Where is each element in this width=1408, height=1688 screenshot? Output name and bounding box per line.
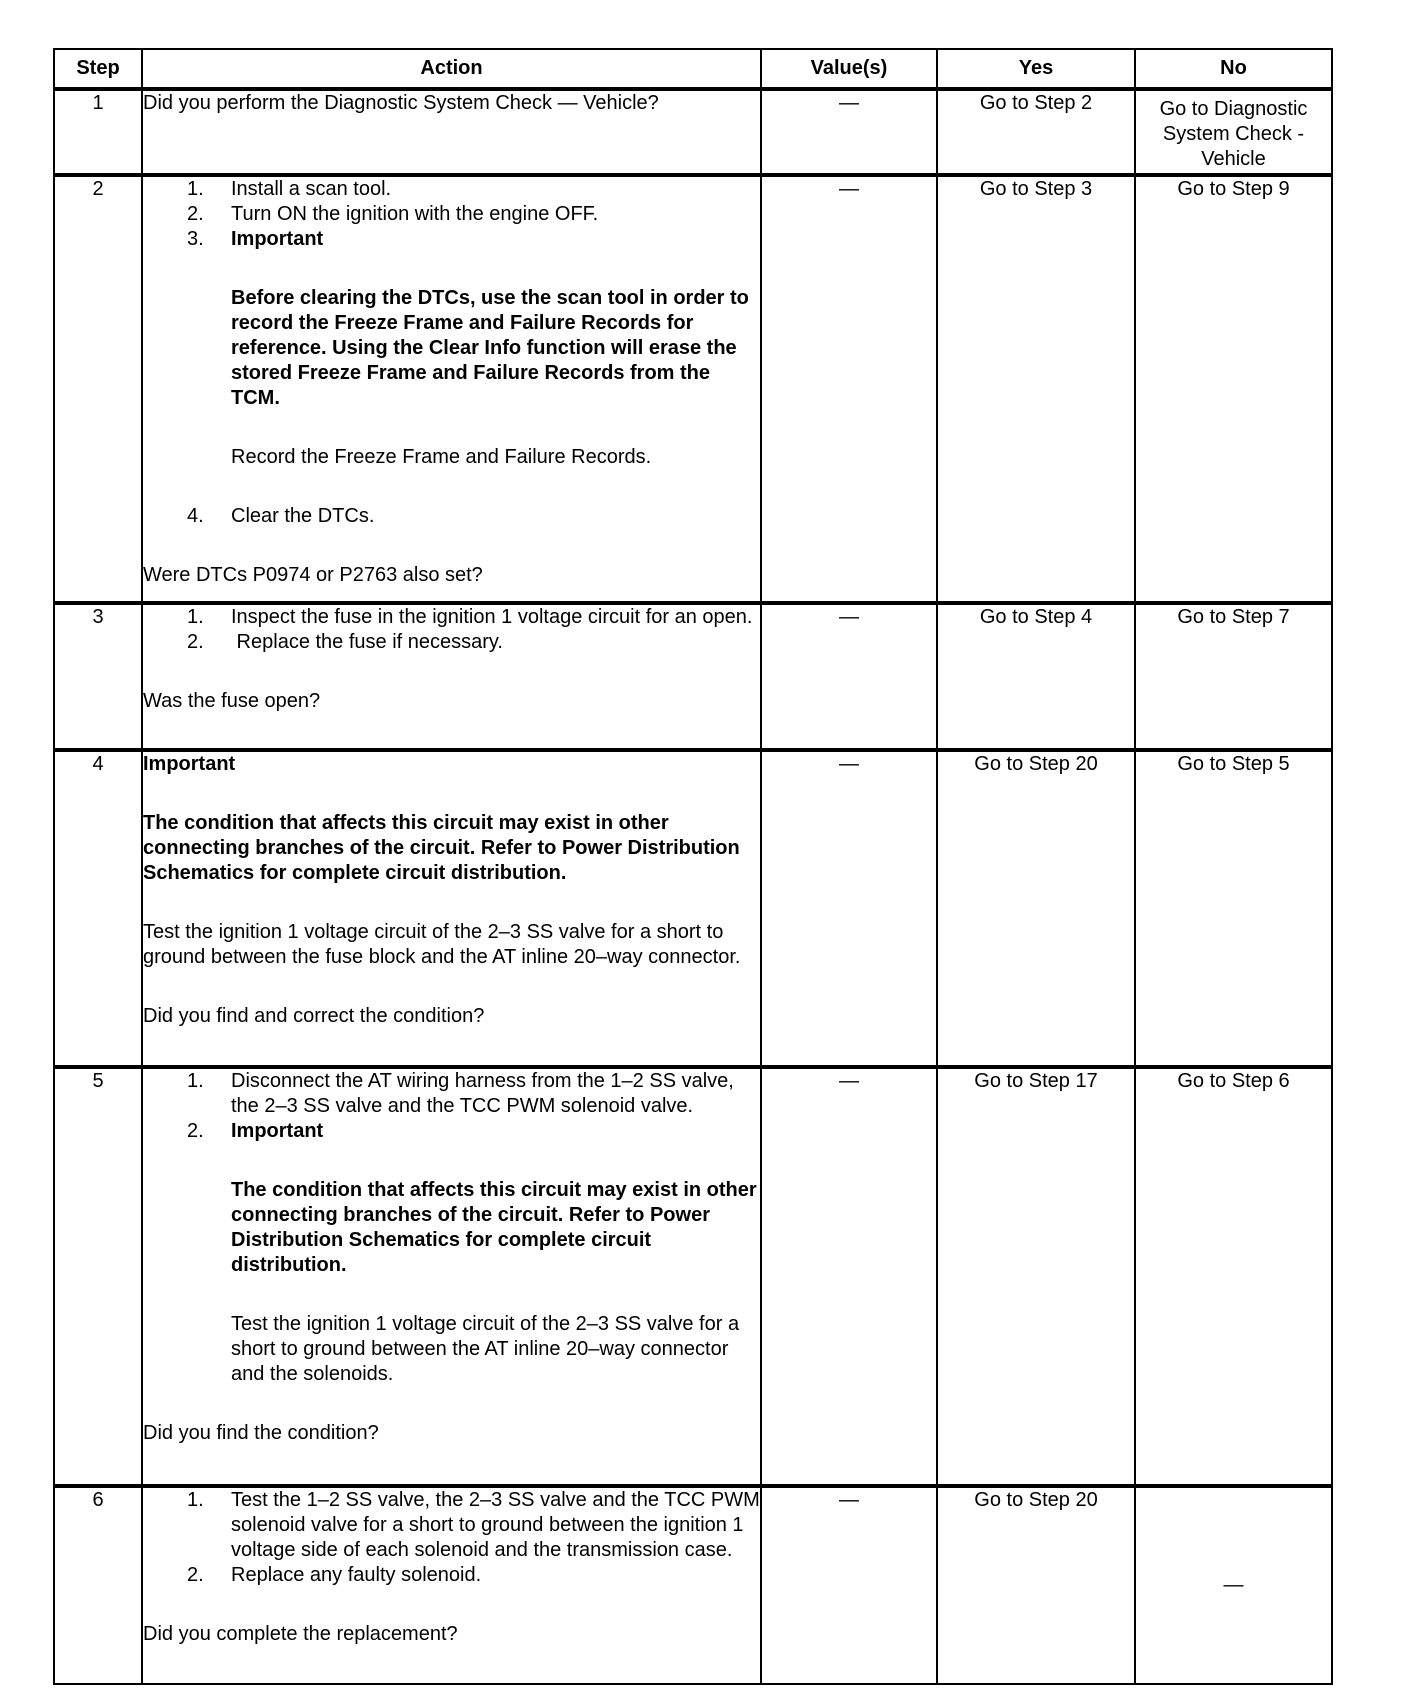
no-link[interactable]: [1135, 89, 1332, 175]
step-number: 3: [54, 603, 142, 750]
sub-text: Record the Freeze Frame and Failure Records.: [231, 446, 652, 468]
list-text: Install a scan tool.: [231, 178, 392, 200]
table-row-step-2: [54, 175, 1332, 603]
list-item: [143, 1488, 760, 1563]
list-number: 1.: [187, 606, 204, 628]
no-value: —: [1135, 1486, 1332, 1684]
action-cell: [142, 1067, 761, 1486]
table-row-step-6: [54, 1486, 1332, 1684]
yes-link[interactable]: Go to Step 17: [937, 1067, 1135, 1486]
step-number: 6: [54, 1486, 142, 1684]
important-text: Before clearing the DTCs, use the scan tool in order to record the Freeze Frame and Failure Records for reference. Using the Clear Info function will erase the stored Freeze Frame and Failure Records from the TCM.: [231, 287, 749, 409]
step-number: 1: [54, 89, 142, 175]
list-number: 1.: [187, 1489, 204, 1511]
table-row-step-3: [54, 603, 1332, 750]
list-text: Inspect the fuse in the ignition 1 voltage circuit for an open.: [231, 606, 753, 628]
question-text: Did you complete the replacement?: [143, 1623, 458, 1645]
header-yes: Yes: [937, 49, 1135, 89]
question-text: Did you perform the Diagnostic System Check — Vehicle?: [143, 92, 659, 114]
list-text: Disconnect the AT wiring harness from the 1–2 SS valve, the 2–3 SS valve and the TCC PWM solenoid valve.: [231, 1070, 734, 1117]
header-values: Value(s): [761, 49, 937, 89]
action-cell: [142, 1486, 761, 1684]
list-item: [143, 605, 760, 630]
list-text: Replace any faulty solenoid.: [231, 1564, 482, 1586]
value-cell: —: [761, 1486, 937, 1684]
list-text: Clear the DTCs.: [231, 505, 375, 527]
sub-text: Test the ignition 1 voltage circuit of the 2–3 SS valve for a short to ground between the AT inline 20–way connector and the solenoids.: [231, 1313, 740, 1385]
list-item: [143, 202, 760, 227]
no-link-text: Go to Diagnostic System Check - Vehicle: [1159, 98, 1308, 170]
table-row-step-5: [54, 1067, 1332, 1486]
no-link[interactable]: Go to Step 9: [1135, 175, 1332, 603]
important-label: Important: [231, 1120, 324, 1142]
table-row-step-1: [54, 89, 1332, 175]
question-text: Was the fuse open?: [143, 690, 321, 712]
question-text: Did you find the condition?: [143, 1422, 379, 1444]
diagnostic-table: [53, 48, 1333, 1685]
action-cell: [142, 750, 761, 1067]
value-cell: —: [761, 603, 937, 750]
list-item: [143, 1563, 760, 1588]
list-item: [143, 1069, 760, 1119]
yes-link[interactable]: Go to Step 20: [937, 750, 1135, 1067]
no-link[interactable]: Go to Step 7: [1135, 603, 1332, 750]
list-number: 2.: [187, 203, 204, 225]
step-number: 2: [54, 175, 142, 603]
list-number: 1.: [187, 1070, 204, 1092]
yes-link[interactable]: Go to Step 4: [937, 603, 1135, 750]
value-cell: —: [761, 1067, 937, 1486]
action-cell: [142, 175, 761, 603]
value-cell: —: [761, 89, 937, 175]
list-number: 2.: [187, 1120, 204, 1142]
question-text: Were DTCs P0974 or P2763 also set?: [143, 564, 483, 586]
important-text: The condition that affects this circuit may exist in other connecting branches of the circuit. Refer to Power Distribution Schematics for complete circuit distribution.: [143, 812, 740, 884]
value-cell: —: [761, 750, 937, 1067]
important-label: Important: [143, 753, 236, 775]
list-text: Replace the fuse if necessary.: [231, 631, 503, 653]
yes-link[interactable]: Go to Step 20: [937, 1486, 1135, 1684]
list-item: [143, 504, 760, 529]
list-item: [143, 227, 760, 252]
list-number: 1.: [187, 178, 204, 200]
list-text: Turn ON the ignition with the engine OFF.: [231, 203, 599, 225]
list-item: [143, 177, 760, 202]
question-text: Did you find and correct the condition?: [143, 1005, 485, 1027]
list-number: 4.: [187, 505, 204, 527]
no-link[interactable]: Go to Step 5: [1135, 750, 1332, 1067]
list-number: 2.: [187, 631, 204, 653]
list-item: [143, 1119, 760, 1144]
action-cell: [142, 89, 761, 175]
body-text: Test the ignition 1 voltage circuit of the 2–3 SS valve for a short to ground between the fuse block and the AT inline 20–way connector.: [143, 921, 741, 968]
list-text: Test the 1–2 SS valve, the 2–3 SS valve and the TCC PWM solenoid valve for a short to ground between the ignition 1 voltage side of each solenoid and the transmission case.: [231, 1489, 760, 1561]
table-row-step-4: [54, 750, 1332, 1067]
value-cell: —: [761, 175, 937, 603]
important-text: The condition that affects this circuit may exist in other connecting branches of the circuit. Refer to Power Distribution Schematics for complete circuit distribution.: [231, 1179, 757, 1276]
header-no: No: [1135, 49, 1332, 89]
header-step: Step: [54, 49, 142, 89]
action-cell: [142, 603, 761, 750]
header-row: [54, 49, 1332, 89]
step-number: 5: [54, 1067, 142, 1486]
no-link[interactable]: Go to Step 6: [1135, 1067, 1332, 1486]
yes-link[interactable]: Go to Step 2: [937, 89, 1135, 175]
important-label: Important: [231, 228, 324, 250]
list-number: 3.: [187, 228, 204, 250]
step-number: 4: [54, 750, 142, 1067]
yes-link[interactable]: Go to Step 3: [937, 175, 1135, 603]
list-number: 2.: [187, 1564, 204, 1586]
list-item: [143, 630, 760, 655]
header-action: Action: [142, 49, 761, 89]
